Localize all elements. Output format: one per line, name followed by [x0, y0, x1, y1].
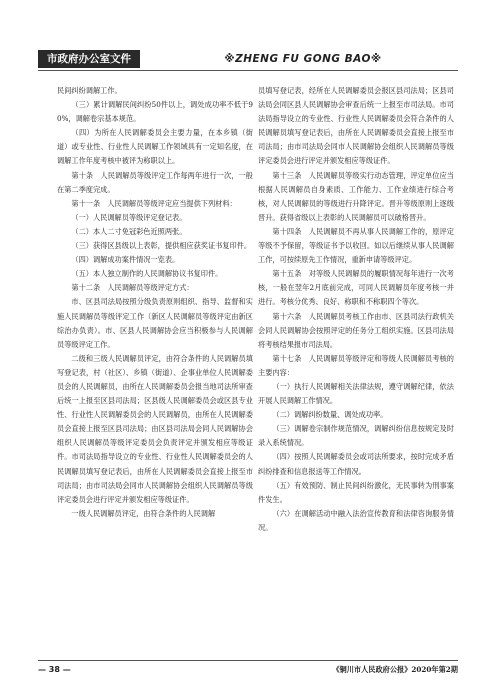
paragraph: 第十五条 对等级人民调解员的履职情况每年进行一次考核，一般在翌年2月底前完成，可同人民调解员年度考核一并进行。考核分优秀、良好、称职和不称职四个等次。: [258, 269, 454, 307]
paragraph: 第十四条 人民调解员不再从事人民调解工作的，原评定等级不予保留，等级证书予以收回。如以后继续从事人民调解工作，可按续原先工作情况，重新申请等级评定。: [258, 226, 454, 265]
page-footer: [38, 660, 458, 676]
paragraph: 第十条 人民调解员等级评定工作每两年进行一次，一般在第二季度完成。: [57, 170, 253, 194]
paragraph: 第十七条 人民调解员等级评定和等级人民调解员考核的主要内容：: [258, 353, 454, 377]
journal-pinyin-title: ※ZHENG FU GONG BAO※: [224, 53, 382, 65]
left-text-column: [57, 84, 253, 521]
paragraph: 第十一条 人民调解员等级评定应当提供下列材料：: [71, 198, 237, 208]
paragraph: 二级和三级人民调解员评定，由符合条件的人民调解员填写登记表，村（社区）、乡镇（街道）、企事业单位人民调解委员会的人民调解员，由所在人民调解委员会报当地司法所审查后统一上报至区县司法局；区县级人民调解委员会或区县专业性、行业性人民调解委员会的人民调解员，由所在人民调解委员会直接上报至区县司法局；由区县司法局会同人民调解协会组织人民调解员等级评定委员会负责评定并颁发相应等级证件。市司法局指导设立的专业性、行业性人民调解委员会的人民调解员填写登记表后，由所在人民调解委员会直接上报至市司法局；由市司法局会同市人民调解协会组织人民调解员等级评定委员会进行评定并颁发相应等级证件。: [57, 353, 253, 504]
paragraph: （五）有效预防、制止民间纠纷激化，无民事转为刑事案件发生。: [258, 480, 454, 504]
paragraph: 第十二条 人民调解员等级评定方式：: [71, 283, 194, 293]
paragraph: （三）累计调解民间纠纷50件以上，调处成功率不低于90%，调解卷宗基本规范。: [57, 100, 253, 124]
paragraph: 民间纠纷调解工作。: [57, 86, 122, 95]
paragraph: （三）获得区县级以上表彰，提供相应获奖证书复印件。: [71, 241, 252, 251]
paragraph: （三）调解卷宗制作规范情况，调解纠纷信息按规定及时录入系统情况。: [258, 424, 454, 448]
paragraph: （一）人民调解员等级评定登记表。: [71, 212, 187, 222]
header-divider: [38, 70, 458, 71]
journal-issue: 《铜川市人民政府公报》2020年第2期: [332, 665, 458, 674]
paragraph: （二）调解纠纷数量、调处成功率。: [272, 410, 388, 420]
paragraph: （二）本人二寸免冠彩色近照两张。: [71, 226, 187, 236]
page-header: [38, 50, 458, 68]
paragraph: （四）调解成功案件情况一览表。: [71, 255, 180, 265]
right-text-column: [258, 84, 454, 535]
paragraph: 市、区县司法局按照分级负责原则组织、指导、监督和实施人民调解员等级评定工作（新区人民调解员等级评定由新区综治办负责）。市、区县人民调解协会应当积极参与人民调解员等级评定工作。: [57, 297, 253, 349]
paragraph: （五）本人独立制作的人民调解协议书复印件。: [71, 269, 223, 279]
paragraph: （四）为所在人民调解委员会主要力量，在本乡镇（街道）或专业性、行业性人民调解工作领域具有一定知名度，在调解工作年度考核中被评为称职以上。: [57, 128, 253, 166]
page-number: — 38 —: [38, 665, 71, 674]
paragraph: （四）按照人民调解委员会或司法所要求，按时完成矛盾纠纷排查和信息报送等工作情况。: [258, 452, 454, 476]
section-badge: 市政府办公室文件: [38, 50, 140, 68]
paragraph: （一）执行人民调解相关法律法规，遵守调解纪律，依法开展人民调解工作情况。: [258, 381, 454, 406]
footer-divider: [38, 660, 458, 661]
paragraph: 员填写登记表，经所在人民调解委员会报区县司法局；区县司法局会同区县人民调解协会审查后统一上报至市司法局。市司法局指导设立的专业性、行业性人民调解委员会符合条件的人民调解员填写登记表后，由所在人民调解委员会直接上报至市司法局；由市司法局会同市人民调解协会组织人民调解员等级评定委员会进行评定并颁发相应等级证件。: [258, 86, 454, 166]
paragraph: （六）在调解活动中融入法治宣传教育和法律咨询服务情况。: [258, 508, 454, 532]
paragraph: 第十六条 人民调解员考核工作由市、区县司法行政机关会同人民调解协会按照评定的任务分工组织实施。区县司法局将考核结果报市司法局。: [258, 311, 454, 349]
paragraph: 一级人民调解员评定，由符合条件的人民调解: [71, 508, 216, 518]
paragraph: 第十三条 人民调解员等级实行动态管理，评定单位应当根据人民调解员自身素质、工作能力、工作业绩进行综合考核，对人民调解员的等级进行升降评定。晋升等级原则上逐级晋升。获得省级以上表彰的人民调解员可以破格晋升。: [258, 170, 454, 222]
